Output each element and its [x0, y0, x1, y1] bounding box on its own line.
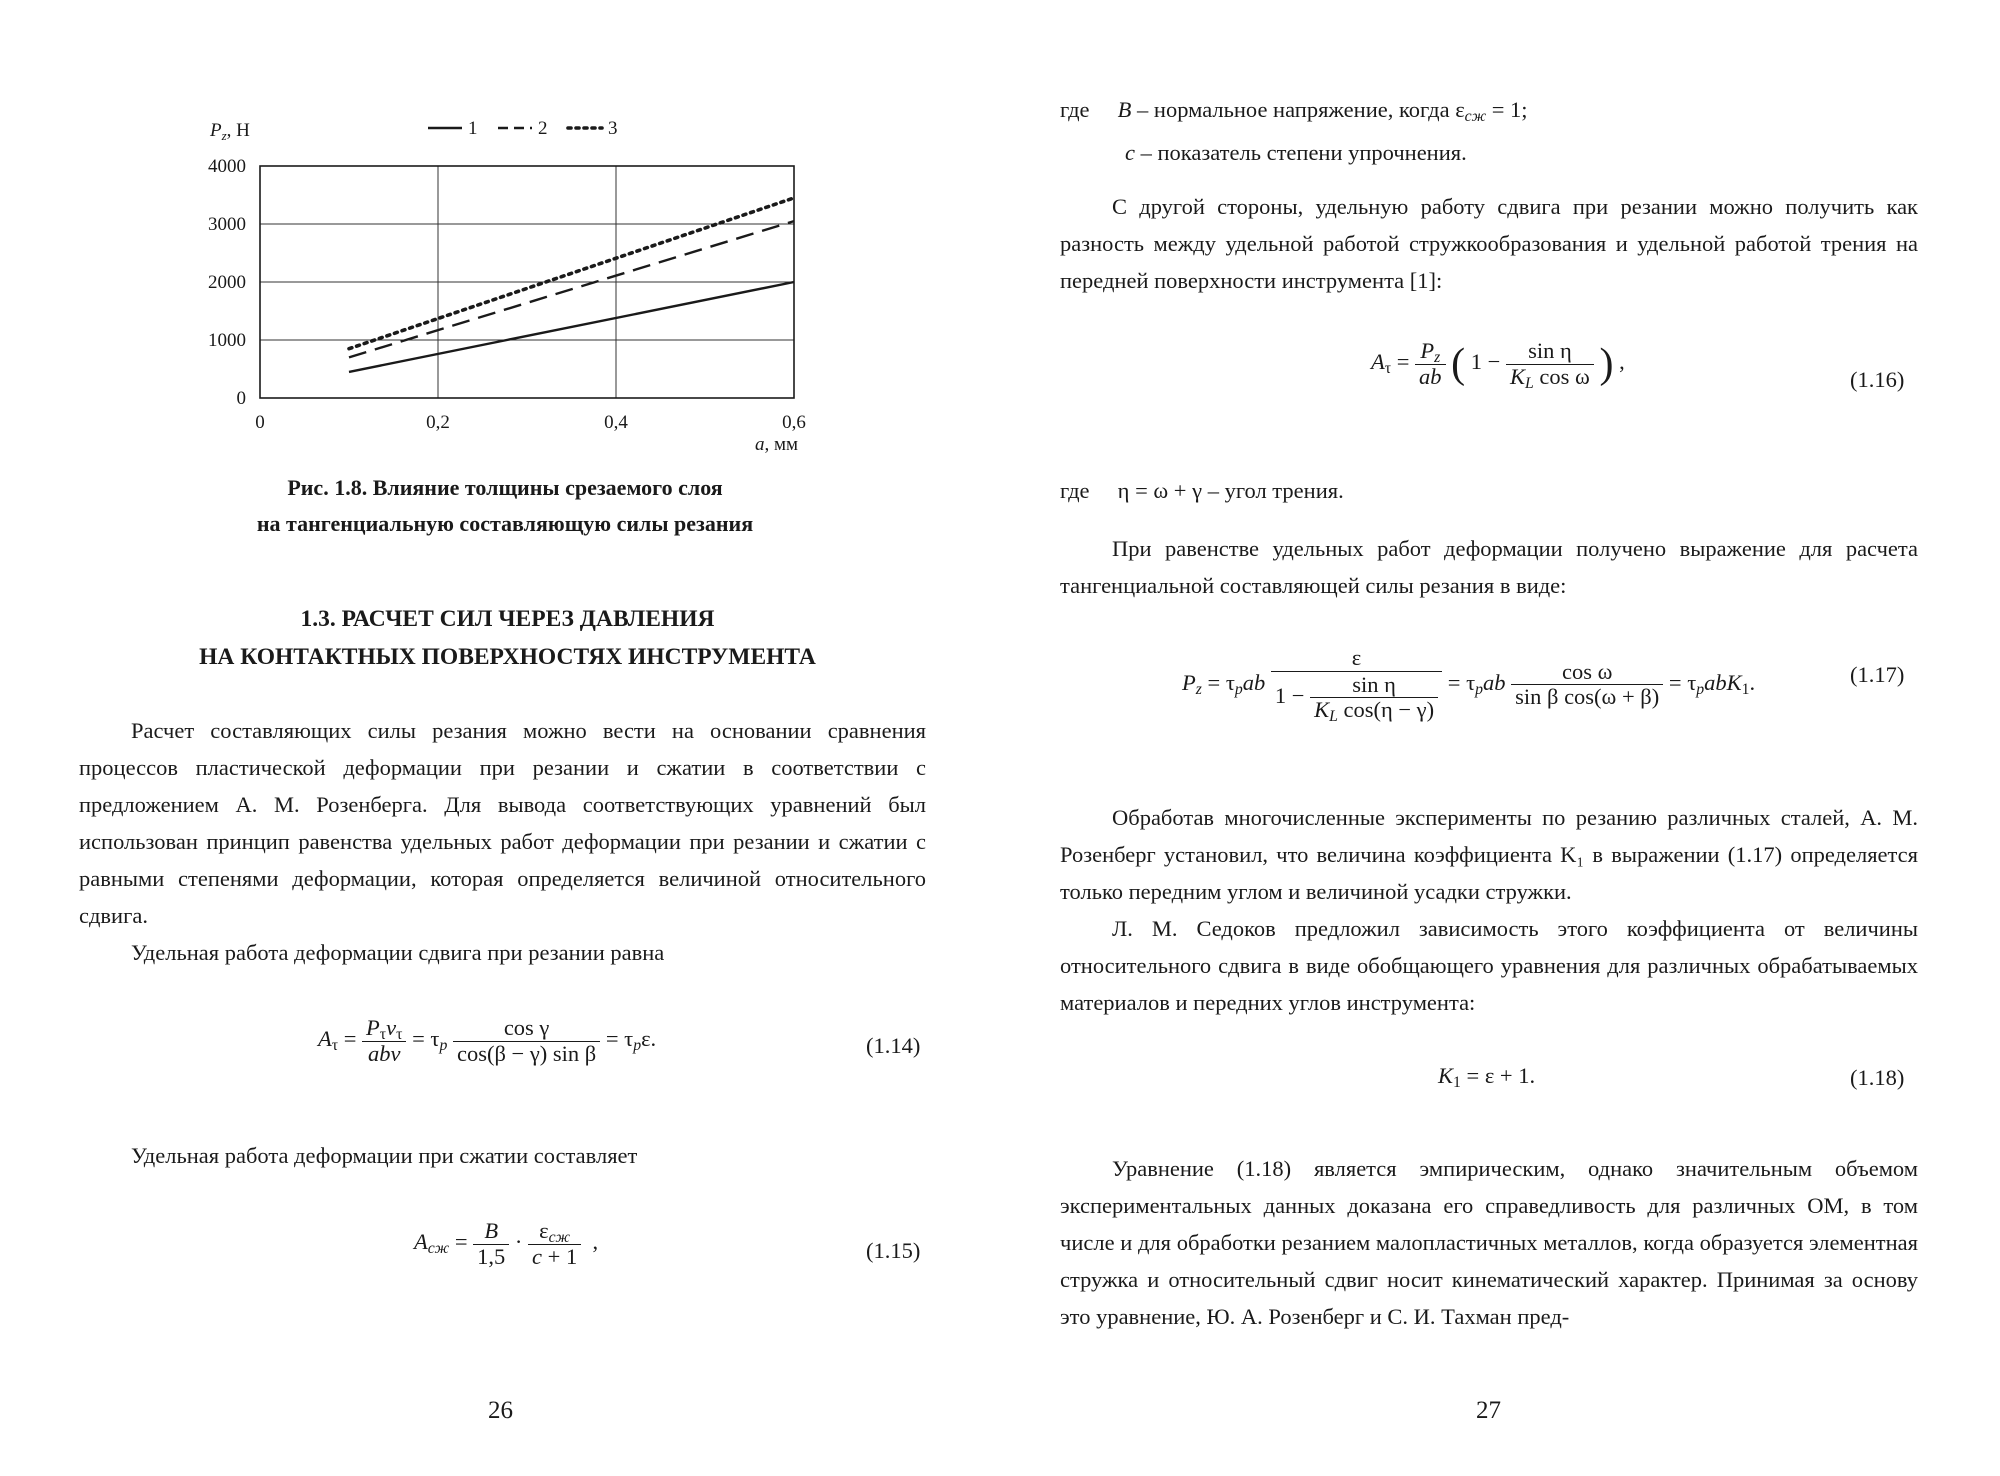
paragraph: Уравнение (1.18) является эмпирическим, однако значительным объемом экспериментальных данных доказана его справедливость для различных ОМ, в том числе и для обработки резанием малопластичных металлов, когда образуется элементная стружка и относительный сдвиг носит кинематический характер. Принимая за основу это уравнение, Ю. А. Розенберг и С. И. Тахман пред-	[1060, 1156, 1918, 1329]
page-number: 27	[1476, 1397, 1501, 1424]
x-axis-label: a, мм	[754, 434, 798, 455]
where-word: где	[1060, 97, 1090, 122]
section-heading-line-2: НА КОНТАКТНЫХ ПОВЕРХНОСТЯХ ИНСТРУМЕНТА	[199, 644, 816, 670]
legend-label-3: 3	[608, 118, 618, 139]
y-axis-label: $P_z$, Н	[210, 120, 250, 143]
definition-text: – показатель степени упрочнения.	[1140, 140, 1467, 165]
right-page	[1000, 0, 2000, 1476]
equation-number: (1.14)	[866, 1033, 921, 1058]
where-definition-c: c – показатель степени упрочнения.	[1125, 140, 1467, 165]
where-definition-b: где B – нормальное напряжение, когда $\varepsilon_{сж} = 1$;	[1060, 97, 1528, 125]
equation-1-16: $A_\tau$ = $\frac{P_z}{ab}$ ( 1 − $\frac{\text{sin η}}{K_L \cos \omega}$ ) ,	[1371, 338, 1625, 392]
equation-1-18: $K_1 = \varepsilon + 1$.	[1438, 1063, 1536, 1091]
equation-number: (1.17)	[1850, 662, 1905, 687]
chart-legend	[428, 118, 618, 139]
paragraph: Удельная работа деформации при сжатии составляет	[131, 1143, 638, 1168]
legend-label-1: 1	[468, 118, 478, 139]
equation-1-15: $A_{сж}$ = $\frac{B}{1,5}$ · $\varepsilon_{сж}$ c + 1 ,	[414, 1218, 599, 1269]
page-number: 26	[488, 1397, 513, 1424]
section-heading-line-1: 1.3. РАСЧЕТ СИЛ ЧЕРЕЗ ДАВЛЕНИЯ	[300, 606, 715, 632]
equation-1-17: $P_z = \tau_pab$ ε 1 − $\frac{\text{sin η}}{K_L \cos(\eta - \gamma)}$ = $\tau_pab$ $\frac{\text{cos ω}}{\text{sin β cos(ω + β)}}$ = $\tau_pabK_1$.	[1182, 645, 1756, 725]
x-tick-label: 0,6	[782, 412, 806, 433]
chart-axes	[208, 120, 806, 455]
figure-caption	[185, 470, 825, 542]
series-line-1	[349, 282, 794, 372]
y-tick-label: 0	[236, 388, 246, 409]
paragraph: Обработав многочисленные эксперименты по резанию различных сталей, А. М. Розенберг установил, что величина коэффициента K₁ в выражении (1.17) определяется только передним углом и величиной усадки стружки.	[1060, 805, 1918, 904]
paragraph: Л. М. Седоков предложил зависимость этого коэффициента от величины относительного сдвига в виде обобщающего уравнения для различных обрабатываемых материалов и передних углов инструмента:	[1060, 916, 1918, 1015]
equation-number: (1.16)	[1850, 367, 1905, 392]
legend-label-2: 2	[538, 118, 548, 139]
x-tick-label: 0,4	[604, 412, 628, 433]
x-tick-label: 0,2	[426, 412, 450, 433]
paragraph: Удельная работа деформации сдвига при резании равна	[131, 940, 665, 965]
section-heading	[150, 600, 865, 676]
y-tick-label: 4000	[208, 156, 246, 177]
paragraph: Расчет составляющих силы резания можно вести на основании сравнения процессов пластической деформации при резании и сжатии в соответствии с предложением А. М. Розенберга. Для вывода соответствующих уравнений был использован принцип равенства удельных работ деформации при резании и сжатии с равными степенями деформации, которая определяется величиной относительного сдвига.	[79, 718, 926, 928]
equation-1-14: $A_\tau$ = $P_\tau v_\tau$ abv = $\tau_p$ $\frac{\text{cos γ}}{\text{cos(β − γ) sin β}}$ = $\tau_p\varepsilon$.	[318, 1015, 657, 1066]
paragraph: При равенстве удельных работ деформации получено выражение для расчета тангенциальной составляющей силы резания в виде:	[1060, 536, 1918, 598]
figure-caption-line-2: на тангенциальную составляющую силы резания	[256, 511, 754, 536]
definition-text: – угол трения.	[1207, 478, 1344, 503]
chart-grid	[260, 166, 794, 398]
y-tick-label: 1000	[208, 330, 246, 351]
where-word: где	[1060, 478, 1090, 503]
equation-number: (1.18)	[1850, 1065, 1905, 1090]
x-tick-label: 0	[255, 412, 265, 433]
series-line-2	[349, 221, 794, 357]
where-definition-eta: где η = ω + γ – угол трения.	[1060, 478, 1344, 503]
figure-caption-line-1: Рис. 1.8. Влияние толщины срезаемого слоя	[287, 475, 723, 500]
equation-number: (1.15)	[866, 1238, 921, 1263]
y-tick-label: 3000	[208, 214, 246, 235]
chart	[180, 110, 830, 470]
y-tick-label: 2000	[208, 272, 246, 293]
definition-text: – нормальное напряжение, когда	[1137, 97, 1450, 122]
paragraph: С другой стороны, удельную работу сдвига при резании можно получить как разность между удельной работой стружкообразования и удельной работой трения на передней поверхности инструмента [1]:	[1060, 194, 1918, 293]
